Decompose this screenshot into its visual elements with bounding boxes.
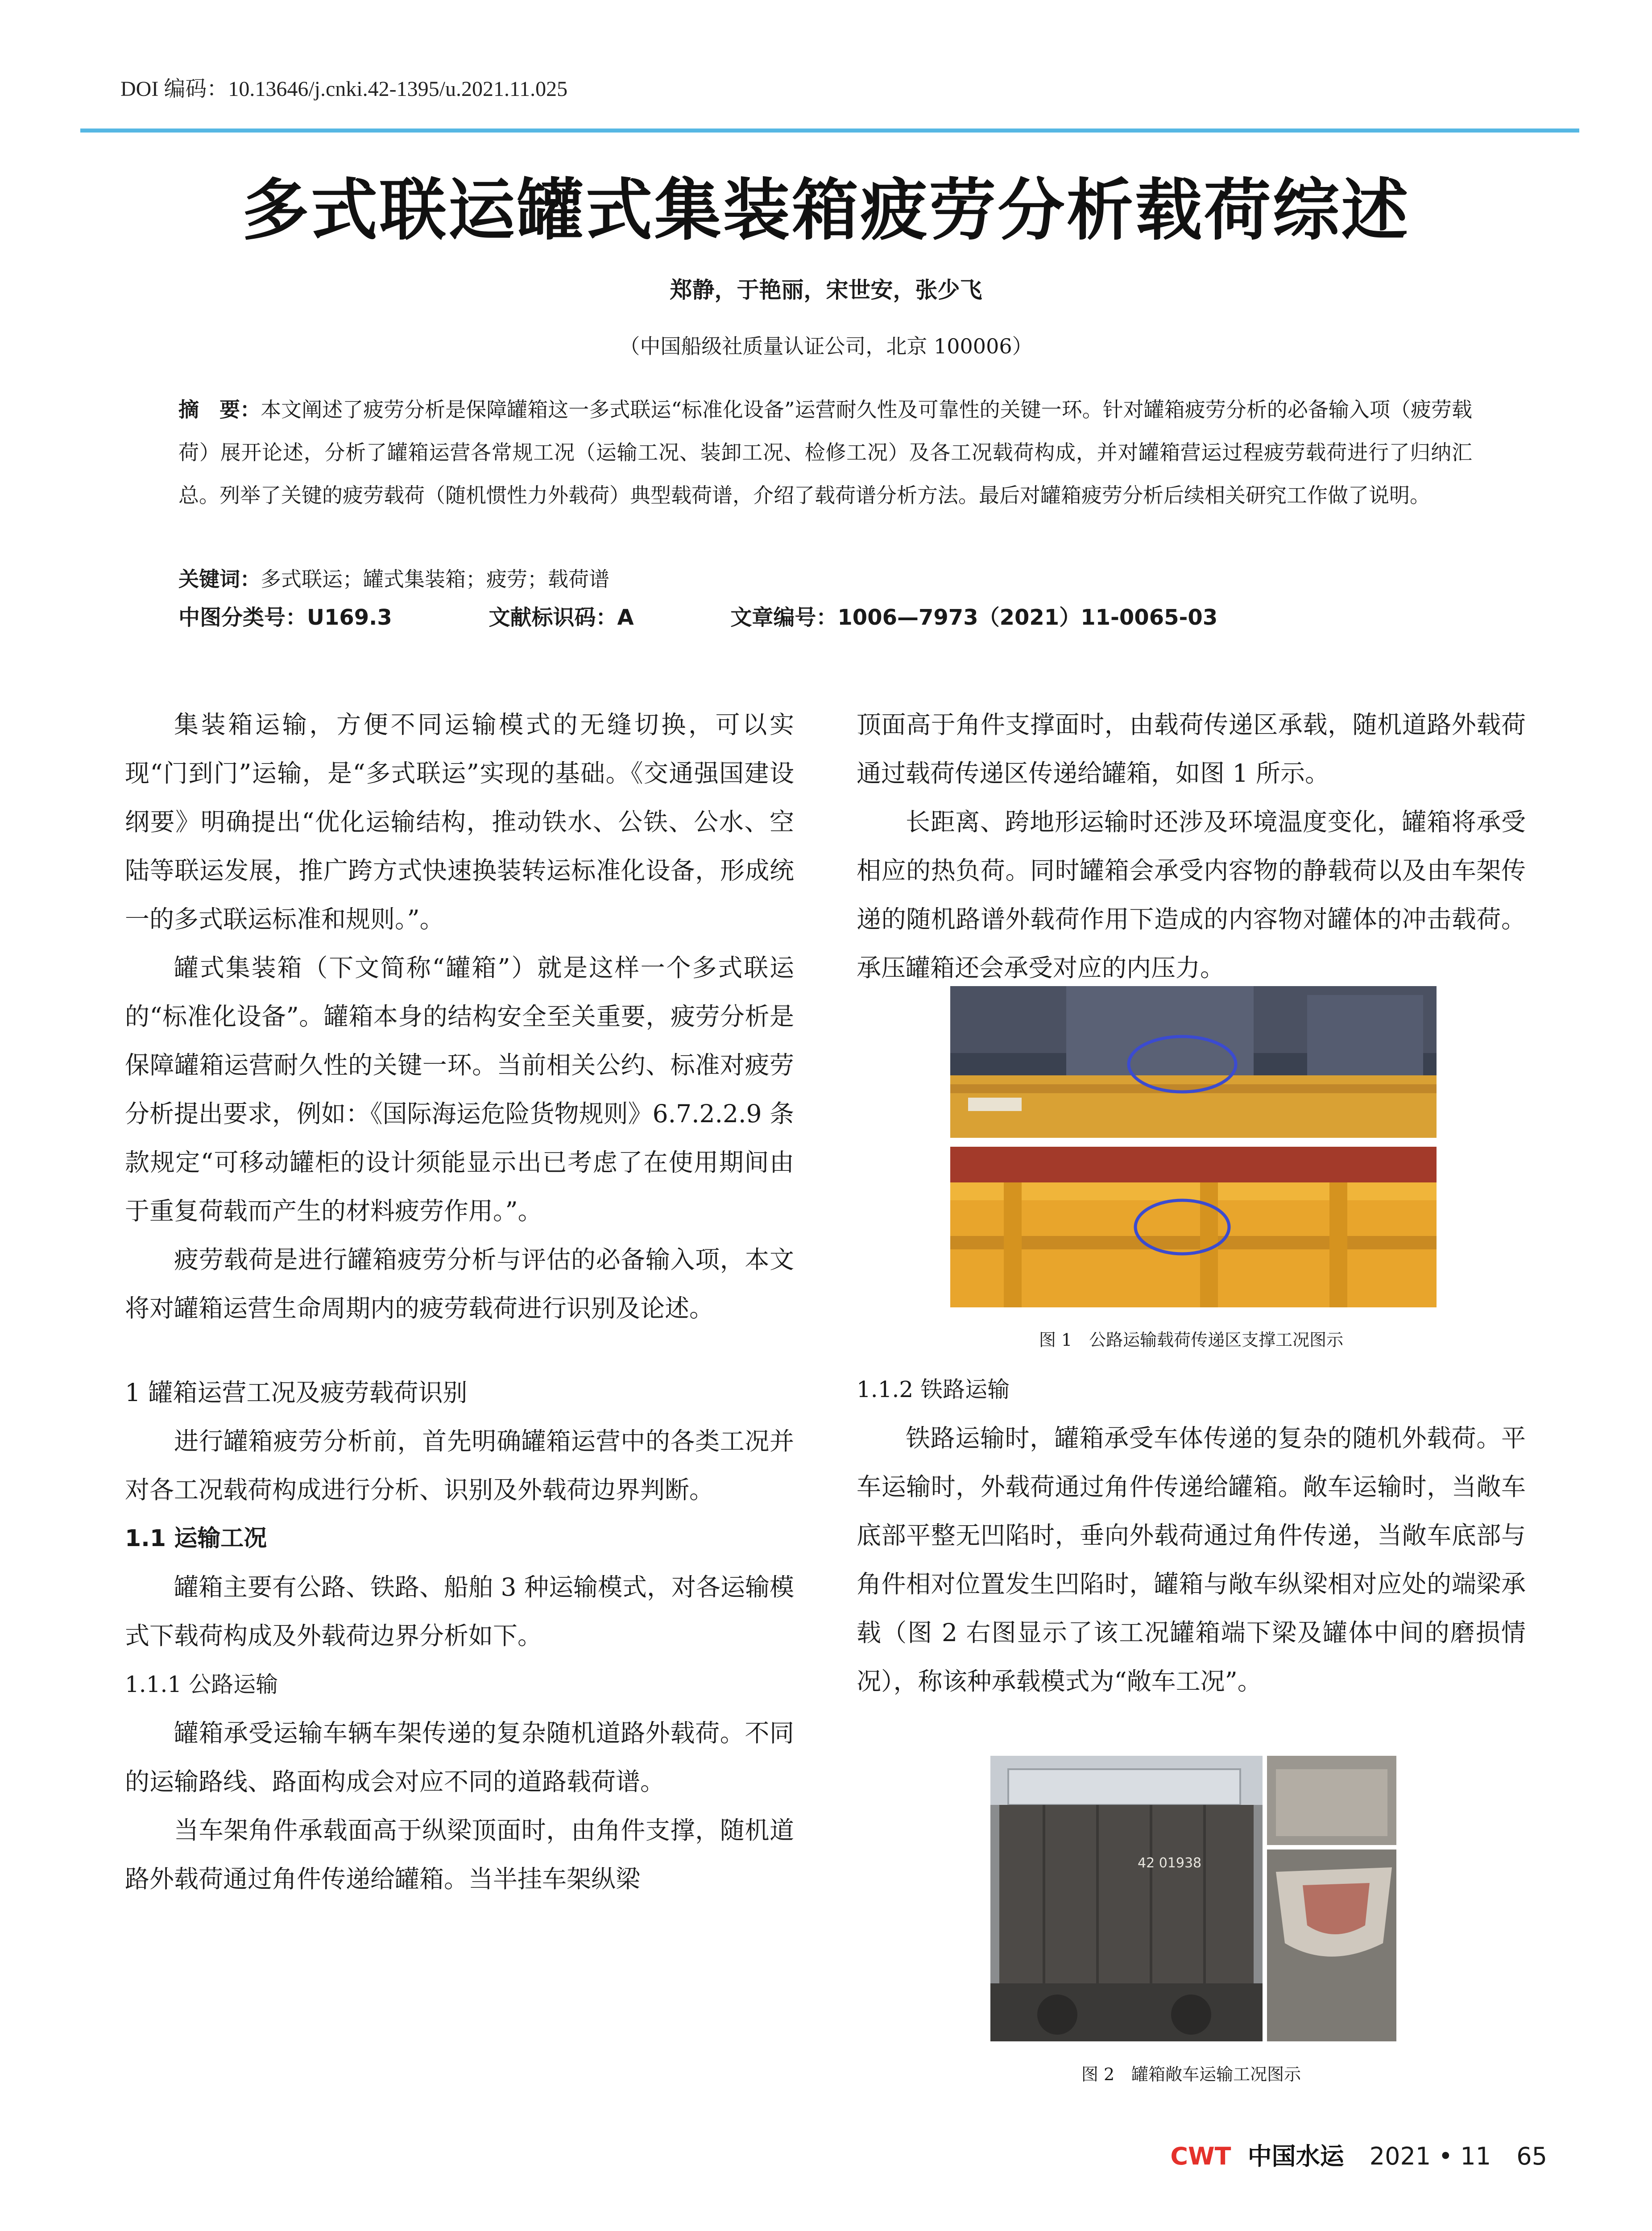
header-rule — [80, 129, 1579, 133]
figure-2-image — [990, 1756, 1396, 2041]
paragraph: 长距离、跨地形运输时还涉及环境温度变化，罐箱将承受相应的热负荷。同时罐箱会承受内容物的静载荷以及由车架传递的随机路谱外载荷作用下造成的内容物对罐体的冲击载荷。承压罐箱还会承受对应的内压力。 — [857, 808, 1526, 982]
classification-line — [178, 600, 1307, 631]
paragraph: 疲劳载荷是进行罐箱疲劳分析与评估的必备输入项，本文将对罐箱运营生命周期内的疲劳载荷进行识别及论述。 — [125, 1245, 794, 1323]
paragraph: 集装箱运输，方便不同运输模式的无缝切换，可以实现“门到门”运输，是“多式联运”实现的基础。《交通强国建设纲要》明确提出“优化运输结构，推动铁水、公铁、公水、空陆等联运发展，推广跨方式快速换装转运标准化设备，形成统一的多式联运标准和规则。”。 — [125, 710, 794, 933]
subsubsection-heading: 1.1.1 公路运输 — [125, 1671, 278, 1697]
subsubsection-heading: 1.1.2 铁路运输 — [857, 1377, 1010, 1402]
paragraph: 进行罐箱疲劳分析前，首先明确罐箱运营中的各类工况并对各工况载荷构成进行分析、识别及外载荷边界判断。 — [125, 1427, 794, 1504]
left-column — [125, 701, 794, 1903]
doi-line: DOI 编码：10.13646/j.cnki.42-1395/u.2021.11.025 — [120, 77, 568, 101]
keywords — [178, 561, 1472, 597]
right-column — [857, 701, 1526, 992]
footer-brand: CWT — [1170, 2142, 1231, 2170]
paragraph: 罐式集装箱（下文简称“罐箱”）就是这样一个多式联运的“标准化设备”。罐箱本身的结构安全至关重要，疲劳分析是保障罐箱运营耐久性的关键一环。当前相关公约、标准对疲劳分析提出要求，例如：《国际海运危险货物规则》6.7.2.2.9 条款规定“可移动罐柜的设计须能显示出已考虑了在使用期间由于重复荷载而产生的材料疲劳作用。”。 — [125, 954, 794, 1225]
figure-1-image — [950, 986, 1437, 1307]
car-number-text: 42 01938 — [1138, 1855, 1202, 1871]
footer-page-number: 65 — [1516, 2142, 1547, 2170]
keywords-text: 多式联运；罐式集装箱；疲劳；载荷谱 — [261, 567, 609, 591]
document-code: 文献标识码：A — [489, 605, 634, 630]
figure-2 — [990, 1756, 1396, 2041]
abstract-label: 摘 要： — [178, 398, 261, 422]
subsection-heading: 1.1 运输工况 — [125, 1525, 267, 1552]
page-footer — [1170, 2137, 1547, 2172]
paragraph: 罐箱承受运输车辆车架传递的复杂随机道路外载荷。不同的运输路线、路面构成会对应不同的道路载荷谱。 — [125, 1719, 794, 1796]
authors: 郑静，于艳丽，宋世安，张少飞 — [670, 277, 982, 303]
paragraph: 当车架角件承载面高于纵梁顶面时，由角件支撑，随机道路外载荷通过角件传递给罐箱。当半挂车架纵梁 — [125, 1816, 794, 1893]
keywords-label: 关键词： — [178, 567, 261, 591]
footer-issue: 2021 • 11 — [1369, 2142, 1491, 2170]
paragraph: 罐箱主要有公路、铁路、船舶 3 种运输模式，对各运输模式下载荷构成及外载荷边界分析如下。 — [125, 1573, 794, 1650]
clc-number: 中图分类号：U169.3 — [178, 605, 392, 630]
paper-title: 多式联运罐式集装箱疲劳分析载荷综述 — [242, 171, 1410, 249]
footer-magazine: 中国水运 — [1247, 2142, 1344, 2170]
figure-1-caption: 图 1 公路运输载荷传递区支撑工况图示 — [1039, 1330, 1344, 1350]
right-column-continued — [857, 1365, 1526, 1706]
paragraph: 顶面高于角件支撑面时，由载荷传递区承载，随机道路外载荷通过载荷传递区传递给罐箱，如图 1 所示。 — [857, 710, 1526, 788]
figure-1 — [950, 986, 1437, 1307]
article-number: 文章编号：1006—7973（2021）11-0065-03 — [730, 605, 1218, 630]
abstract — [178, 388, 1472, 517]
section-heading: 1 罐箱运营工况及疲劳载荷识别 — [125, 1378, 468, 1407]
paragraph: 铁路运输时，罐箱承受车体传递的复杂的随机外载荷。平车运输时，外载荷通过角件传递给罐箱。敞车运输时，当敞车底部平整无凹陷时，垂向外载荷通过角件传递，当敞车底部与角件相对位置发生凹陷时，罐箱与敞车纵梁相对应处的端梁承载（图 2 右图显示了该工况罐箱端下梁及罐体中间的磨损情况），称该种承载模式为“敞车工况”。 — [857, 1424, 1526, 1696]
abstract-text: 本文阐述了疲劳分析是保障罐箱这一多式联运“标准化设备”运营耐久性及可靠性的关键一环。针对罐箱疲劳分析的必备输入项（疲劳载荷）展开论述，分析了罐箱运营各常规工况（运输工况、装卸工况、检修工况）及各工况载荷构成，并对罐箱营运过程疲劳载荷进行了归纳汇总。列举了关键的疲劳载荷（随机惯性力外载荷）典型载荷谱，介绍了载荷谱分析方法。最后对罐箱疲劳分析后续相关研究工作做了说明。 — [178, 398, 1472, 507]
figure-2-caption: 图 2 罐箱敞车运输工况图示 — [1081, 2065, 1301, 2084]
affiliation: （中国船级社质量认证公司，北京 100006） — [619, 334, 1033, 358]
